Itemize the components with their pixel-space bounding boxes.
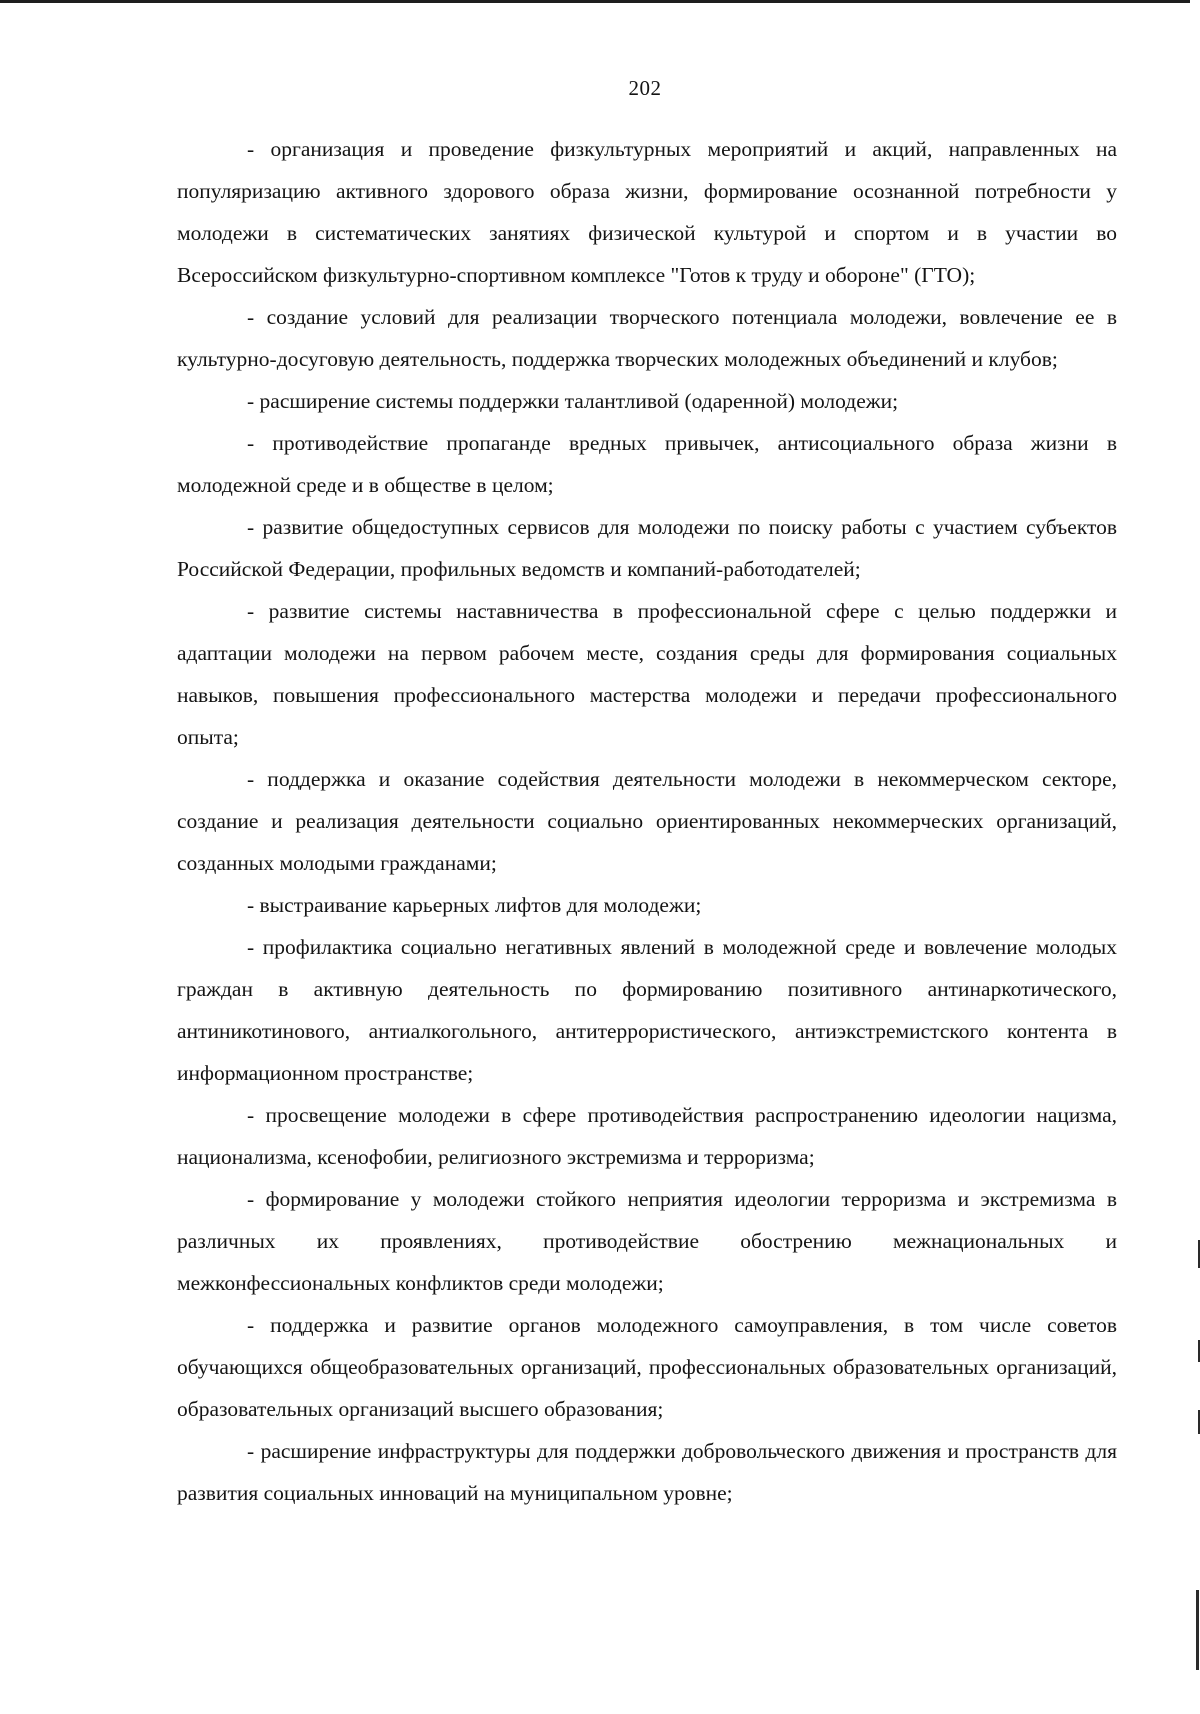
paragraph-volunteer-infrastructure: - расширение инфраструктуры для поддержки добровольческого движения и пространств для развития социальных инноваций на муниципальном уровне; (177, 1439, 1117, 1505)
paragraph-prevention: - профилактика социально негативных явлений в молодежной среде и вовлечение молодых граждан в активную деятельность по формированию позитивного антинаркотического, антиникотинового, антиалкогольного, антитеррористического, антиэкстремистского контента в информационном пространстве; (177, 935, 1117, 1085)
scan-artifact-mark (1196, 1590, 1199, 1670)
top-border-line (0, 0, 1190, 3)
paragraph-job-services: - развитие общедоступных сервисов для молодежи по поиску работы с участием субъектов Российской Федерации, профильных ведомств и компаний-работодателей; (177, 515, 1117, 581)
paragraph-sports-events: - организация и проведение физкультурных мероприятий и акций, направленных на популяризацию активного здорового образа жизни, формирование осознанной потребности у молодежи в систематических занятиях физической культурой и спортом и в участии во Всероссийском физкультурно-спортивном комплексе "Готов к труду и обороне" (ГТО); (177, 137, 1117, 287)
page-number: 202 (628, 76, 662, 100)
paragraph-anti-terrorism: - формирование у молодежи стойкого неприятия идеологии терроризма и экстремизма в различных их проявлениях, противодействие обострению межнациональных и межконфессиональных конфликтов среди молодежи; (177, 1187, 1117, 1295)
paragraph-creative-potential: - создание условий для реализации творческого потенциала молодежи, вовлечение ее в культурно-досуговую деятельность, поддержка творческих молодежных объединений и клубов; (177, 305, 1117, 371)
paragraph-self-government: - поддержка и развитие органов молодежного самоуправления, в том числе советов обучающихся общеобразовательных организаций, профессиональных образовательных организаций, образовательных организаций высшего образования; (177, 1313, 1117, 1421)
paragraph-career-lifts: - выстраивание карьерных лифтов для молодежи; (247, 893, 702, 917)
paragraph-mentoring: - развитие системы наставничества в профессиональной сфере с целью поддержки и адаптации молодежи на первом рабочем месте, создания среды для формирования социальных навыков, повышения профессионального мастерства молодежи и передачи профессионального опыта; (177, 599, 1117, 749)
paragraph-bad-habits: - противодействие пропаганде вредных привычек, антисоциального образа жизни в молодежной среде и в обществе в целом; (177, 431, 1117, 497)
paragraph-talented-youth: - расширение системы поддержки талантливой (одаренной) молодежи; (247, 389, 899, 413)
paragraph-nonprofit-sector: - поддержка и оказание содействия деятельности молодежи в некоммерческом секторе, создание и реализация деятельности социально ориентированных некоммерческих организаций, созданных молодыми гражданами; (177, 767, 1117, 875)
body-text (177, 128, 1117, 1514)
paragraph-education-ideology: - просвещение молодежи в сфере противодействия распространению идеологии нацизма, национализма, ксенофобии, религиозного экстремизма и терроризма; (177, 1103, 1117, 1169)
